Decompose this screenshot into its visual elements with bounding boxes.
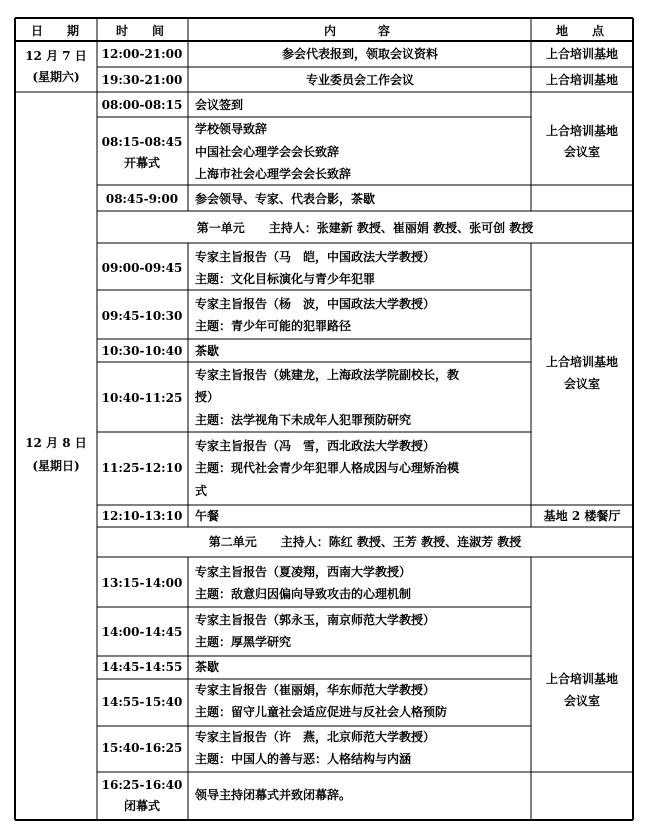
row-time: 11:25-12:10 bbox=[101, 461, 183, 475]
row-content: 专家主旨报告（崔丽娟，华东师范大学教授） bbox=[195, 683, 436, 697]
row-time: 09:00-09:45 bbox=[101, 261, 183, 275]
row-content: 上海市社会心理学会会长致辞 bbox=[195, 167, 352, 181]
row-time: 13:15-14:00 bbox=[101, 576, 183, 590]
row-content: 参会代表报到，领取会议资料 bbox=[281, 47, 439, 61]
header-time: 时 间 bbox=[115, 24, 171, 38]
row-time: 14:00-14:45 bbox=[101, 625, 183, 639]
row-content: 中国社会心理学会会长致辞 bbox=[195, 145, 340, 159]
row-content: 专家主旨报告（许 燕，北京师范大学教授） bbox=[195, 730, 436, 744]
day1-date: 12 月 7 日 bbox=[25, 49, 87, 63]
row-content: 专家主旨报告（杨 波，中国政法大学教授） bbox=[195, 297, 436, 311]
row-time: 09:45-10:30 bbox=[101, 309, 183, 323]
row-time: 08:00-08:15 bbox=[101, 98, 183, 112]
row-location: 上合培训基地 bbox=[545, 355, 619, 369]
row-content: 专家主旨报告（冯 雪，西北政法大学教授） bbox=[195, 439, 436, 453]
row-location: 上合培训基地 bbox=[545, 672, 619, 686]
row-content: 会议签到 bbox=[195, 98, 244, 112]
row-content: 学校领导致辞 bbox=[195, 122, 268, 136]
row-content: 专家主旨报告（姚建龙，上海政法学院副校长，教 bbox=[195, 368, 460, 382]
unit-header: 第一单元 主持人：张建新 教授、崔丽娟 教授、张可创 教授 bbox=[196, 221, 534, 235]
row-location: 会议室 bbox=[563, 145, 601, 159]
row-time: 15:40-16:25 bbox=[101, 741, 183, 755]
header-content: 内 容 bbox=[323, 24, 397, 38]
row-content: 主题：厚黑学研究 bbox=[195, 635, 292, 649]
day2-weekday: (星期日) bbox=[32, 459, 80, 473]
header-location: 地 点 bbox=[555, 24, 611, 38]
row-content: 授） bbox=[195, 390, 220, 404]
row-time: 12:10-13:10 bbox=[101, 509, 183, 523]
row-time: 19:30-21:00 bbox=[101, 73, 183, 87]
row-content: 主题：现代社会青少年犯罪人格成因与心理矫治模 bbox=[195, 461, 460, 475]
row-time: 14:45-14:55 bbox=[101, 660, 183, 674]
row-content: 主题：中国人的善与恶：人格结构与内涵 bbox=[195, 752, 412, 766]
row-time: 10:30-10:40 bbox=[101, 344, 183, 358]
row-location: 会议室 bbox=[563, 377, 601, 391]
row-content: 专家主旨报告（夏凌翔，西南大学教授） bbox=[195, 565, 412, 579]
session-label: 闭幕式 bbox=[123, 799, 161, 813]
row-time: 12:00-21:00 bbox=[101, 47, 183, 61]
row-content: 主题：敌意归因偏向导致攻击的心理机制 bbox=[195, 587, 412, 601]
row-content: 专家主旨报告（郭永玉，南京师范大学教授） bbox=[195, 613, 436, 627]
header-date: 日 期 bbox=[30, 24, 86, 38]
row-location: 上合培训基地 bbox=[545, 124, 619, 138]
row-content: 式 bbox=[195, 484, 208, 498]
row-content: 茶歇 bbox=[195, 344, 220, 358]
row-location: 会议室 bbox=[563, 694, 601, 708]
row-content: 主题：文化目标演化与青少年犯罪 bbox=[195, 272, 376, 286]
row-content: 主题：法学视角下未成年人犯罪预防研究 bbox=[195, 413, 412, 427]
row-time: 14:55-15:40 bbox=[101, 695, 183, 709]
row-location: 上合培训基地 bbox=[545, 73, 619, 87]
row-content: 领导主持闭幕式并致闭幕辞。 bbox=[195, 788, 352, 802]
row-location: 上合培训基地 bbox=[545, 47, 619, 61]
row-content: 参会领导、专家、代表合影，茶歇 bbox=[195, 192, 376, 206]
row-time: 08:45-9:00 bbox=[105, 192, 179, 206]
unit-header: 第二单元 主持人：陈红 教授、王芳 教授、连淑芳 教授 bbox=[208, 535, 522, 549]
row-content: 主题：青少年可能的犯罪路径 bbox=[195, 319, 352, 333]
day2-date: 12 月 8 日 bbox=[25, 436, 87, 450]
session-label: 开幕式 bbox=[123, 156, 161, 170]
row-content: 午餐 bbox=[195, 509, 220, 523]
row-content: 专家主旨报告（马 皑，中国政法大学教授） bbox=[195, 250, 436, 264]
row-content: 茶歇 bbox=[195, 660, 220, 674]
row-content: 专业委员会工作会议 bbox=[305, 73, 415, 87]
row-time: 16:25-16:40 bbox=[101, 778, 183, 792]
row-location: 基地 2 楼餐厅 bbox=[543, 509, 621, 523]
day1-weekday: (星期六) bbox=[32, 70, 80, 84]
row-time: 10:40-11:25 bbox=[101, 391, 183, 405]
row-time: 08:15-08:45 bbox=[101, 135, 183, 149]
row-content: 主题：留守儿童社会适应促进与反社会人格预防 bbox=[195, 705, 448, 719]
